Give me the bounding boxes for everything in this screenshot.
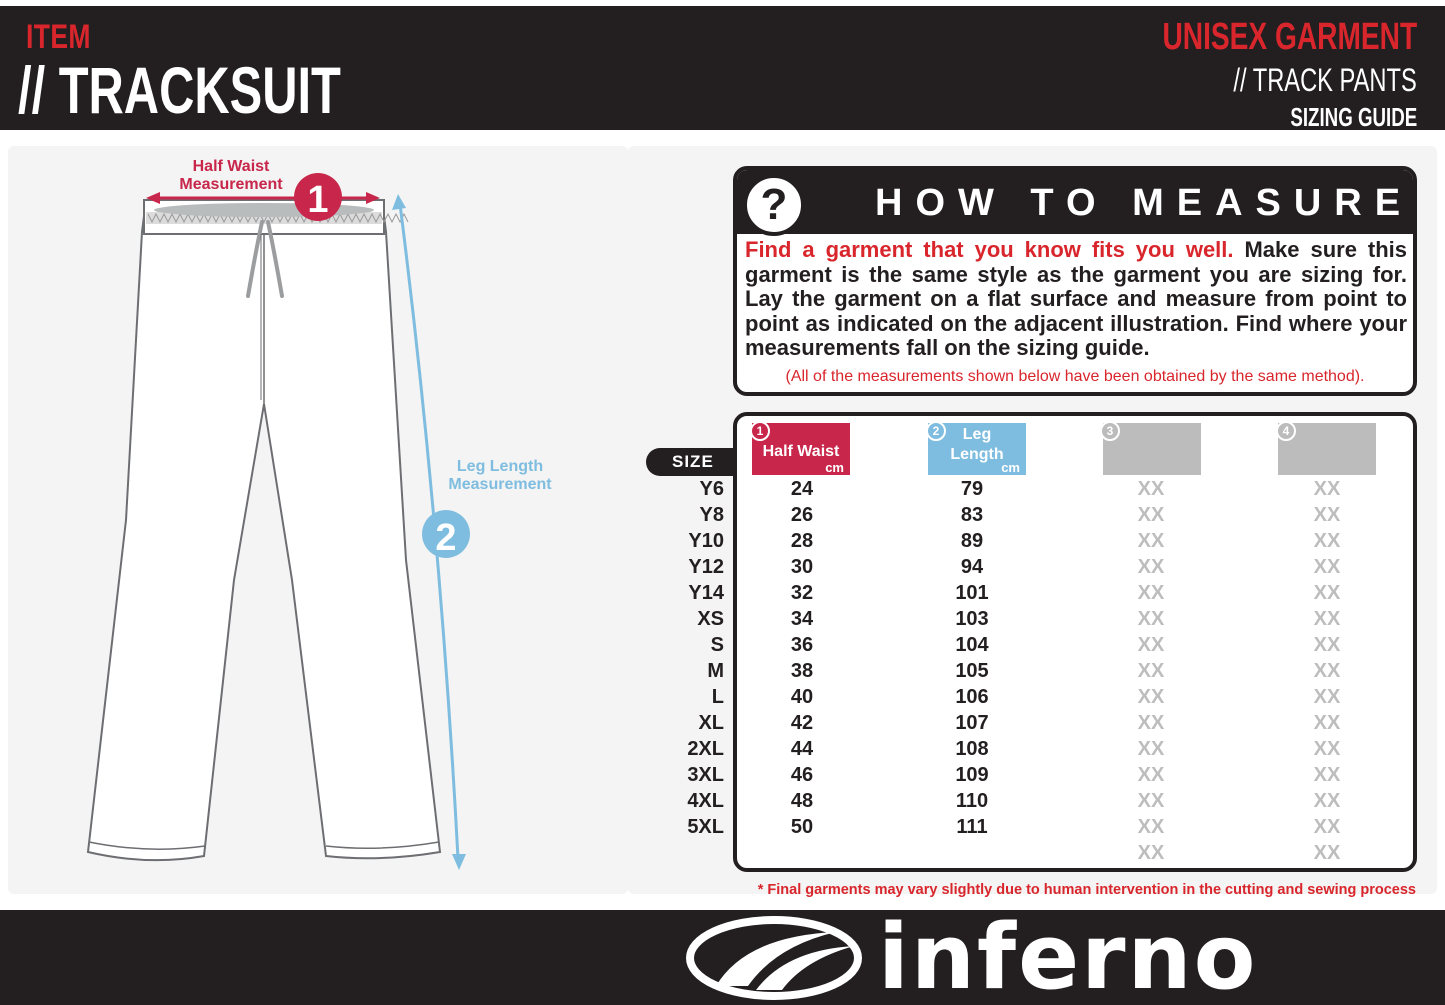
leg-length-cell: 107	[955, 712, 989, 734]
column-4-cell: XX	[1313, 556, 1341, 578]
column-4-cell: XX	[1313, 530, 1341, 552]
table-row	[0, 580, 1445, 606]
half-waist-cell: 40	[790, 686, 814, 708]
column-4-cell: XX	[1313, 686, 1341, 708]
column-3-cell: XX	[1137, 556, 1165, 578]
column-3-cell: XX	[1137, 530, 1165, 552]
size-cell: Y6	[699, 478, 724, 500]
leg-length-cell: 105	[955, 660, 989, 682]
how-to-measure-title: HOW TO MEASURE	[875, 182, 1414, 224]
instructions-body: Make sure this garment is the same style as the garment you are sizing for. Lay the garment on a flat surface and measure from point to point as indicated on the adjacent illustration. Find where your measurements fall on the sizing guide.	[745, 237, 1407, 360]
leg-length-arrowhead-top	[392, 194, 406, 210]
table-row	[0, 684, 1445, 710]
leg-length-cell: 111	[956, 816, 988, 838]
column-header-half-waist: Half Waist cm	[752, 423, 850, 475]
leg-length-number: 2	[435, 517, 457, 559]
half-waist-cell: 32	[790, 582, 814, 604]
garment-type: UNISEX GARMENT	[1162, 16, 1417, 58]
leg-length-cell: 106	[955, 686, 989, 708]
size-cell: Y8	[699, 504, 724, 526]
brand-name: inferno	[878, 905, 1258, 1005]
leg-length-cell: 109	[955, 764, 989, 786]
column-4-cell: XX	[1313, 582, 1341, 604]
table-row	[0, 658, 1445, 684]
size-column-header: SIZE	[646, 448, 736, 476]
column-3-cell: XX	[1137, 790, 1165, 812]
column-3-cell: XX	[1137, 478, 1165, 500]
size-cell: Y10	[688, 530, 724, 552]
column-3-cell: XX	[1137, 738, 1165, 760]
half-waist-cell: 46	[790, 764, 814, 786]
column-3-cell: XX	[1137, 842, 1165, 864]
footnote: * Final garments may vary slightly due to human intervention in the cutting and sewing process	[757, 882, 1416, 898]
column-4-cell: XX	[1313, 790, 1341, 812]
leg-length-cell: 101	[955, 582, 989, 604]
column-badge-1: 1	[750, 421, 770, 441]
half-waist-cell: 44	[790, 738, 814, 760]
column-3-cell: XX	[1137, 686, 1165, 708]
table-row	[0, 762, 1445, 788]
size-cell: L	[711, 686, 724, 708]
half-waist-cell: 42	[790, 712, 814, 734]
guide-label: SIZING GUIDE	[1290, 102, 1417, 132]
column-4-cell: XX	[1313, 478, 1341, 500]
column-4-cell: XX	[1313, 608, 1341, 630]
garment-name: // TRACK PANTS	[1233, 62, 1417, 98]
size-cell: XS	[697, 608, 724, 630]
leg-length-cell: 104	[955, 634, 989, 656]
half-waist-cell: 26	[790, 504, 814, 526]
column-3-cell: XX	[1137, 608, 1165, 630]
size-cell: Y14	[688, 582, 724, 604]
product-name: // TRACKSUIT	[18, 53, 341, 127]
column-3-cell: XX	[1137, 634, 1165, 656]
half-waist-cell: 36	[790, 634, 814, 656]
column-3-cell: XX	[1137, 504, 1165, 526]
table-row	[0, 814, 1445, 840]
leg-length-cell: 79	[960, 478, 984, 500]
size-cell: S	[710, 634, 724, 656]
column-4-cell: XX	[1313, 842, 1341, 864]
half-waist-cell: 38	[790, 660, 814, 682]
how-to-measure-box	[733, 166, 1417, 396]
column-3-cell: XX	[1137, 816, 1165, 838]
column-4-cell: XX	[1313, 712, 1341, 734]
table-row	[0, 528, 1445, 554]
half-waist-cell: 28	[790, 530, 814, 552]
table-row	[0, 840, 1445, 866]
column-4-cell: XX	[1313, 504, 1341, 526]
table-row	[0, 736, 1445, 762]
half-waist-cell: 24	[790, 478, 814, 500]
leg-length-cell: 94	[960, 556, 984, 578]
leg-length-cell: 108	[955, 738, 989, 760]
table-row	[0, 632, 1445, 658]
table-row	[0, 788, 1445, 814]
waist-top-inner	[154, 203, 374, 217]
column-badge-2: 2	[926, 421, 946, 441]
column-3-cell: XX	[1137, 712, 1165, 734]
leg-length-label: Leg Length Measurement	[448, 458, 552, 493]
how-to-measure-instructions	[745, 238, 1407, 361]
size-cell: XL	[698, 712, 724, 734]
measurement-note: (All of the measurements shown below have been obtained by the same method).	[785, 368, 1365, 385]
column-4-cell: XX	[1313, 634, 1341, 656]
size-cell: 3XL	[687, 764, 724, 786]
instructions-intro: Find a garment that you know fits you well.	[745, 237, 1234, 262]
table-row	[0, 606, 1445, 632]
table-row	[0, 554, 1445, 580]
half-waist-number: 1	[307, 179, 329, 221]
leg-length-cell: 110	[955, 790, 989, 812]
table-row	[0, 710, 1445, 736]
column-4-cell: XX	[1313, 738, 1341, 760]
column-3-cell: XX	[1137, 764, 1165, 786]
half-waist-cell: 48	[790, 790, 814, 812]
size-cell: 4XL	[687, 790, 724, 812]
size-cell: 2XL	[687, 738, 724, 760]
column-3-cell: XX	[1137, 582, 1165, 604]
column-4-cell: XX	[1313, 816, 1341, 838]
leg-length-cell: 103	[955, 608, 989, 630]
column-3-cell: XX	[1137, 660, 1165, 682]
question-mark-icon: ?	[743, 174, 805, 236]
size-cell: M	[707, 660, 724, 682]
column-badge-4: 4	[1276, 421, 1296, 441]
item-label: ITEM	[26, 18, 91, 56]
leg-length-cell: 89	[960, 530, 984, 552]
column-4-cell: XX	[1313, 660, 1341, 682]
column-header-leg-length: Leg Length cm	[928, 423, 1026, 475]
half-waist-cell: 50	[790, 816, 814, 838]
column-4-cell: XX	[1313, 764, 1341, 786]
table-row	[0, 502, 1445, 528]
size-cell: Y12	[688, 556, 724, 578]
leg-length-cell: 83	[960, 504, 984, 526]
column-badge-3: 3	[1100, 421, 1120, 441]
half-waist-label: Half Waist Measurement	[179, 158, 283, 193]
size-cell: 5XL	[687, 816, 724, 838]
table-row	[0, 476, 1445, 502]
inferno-swoosh-logo-icon	[686, 916, 866, 1000]
half-waist-cell: 30	[790, 556, 814, 578]
half-waist-cell: 34	[790, 608, 814, 630]
